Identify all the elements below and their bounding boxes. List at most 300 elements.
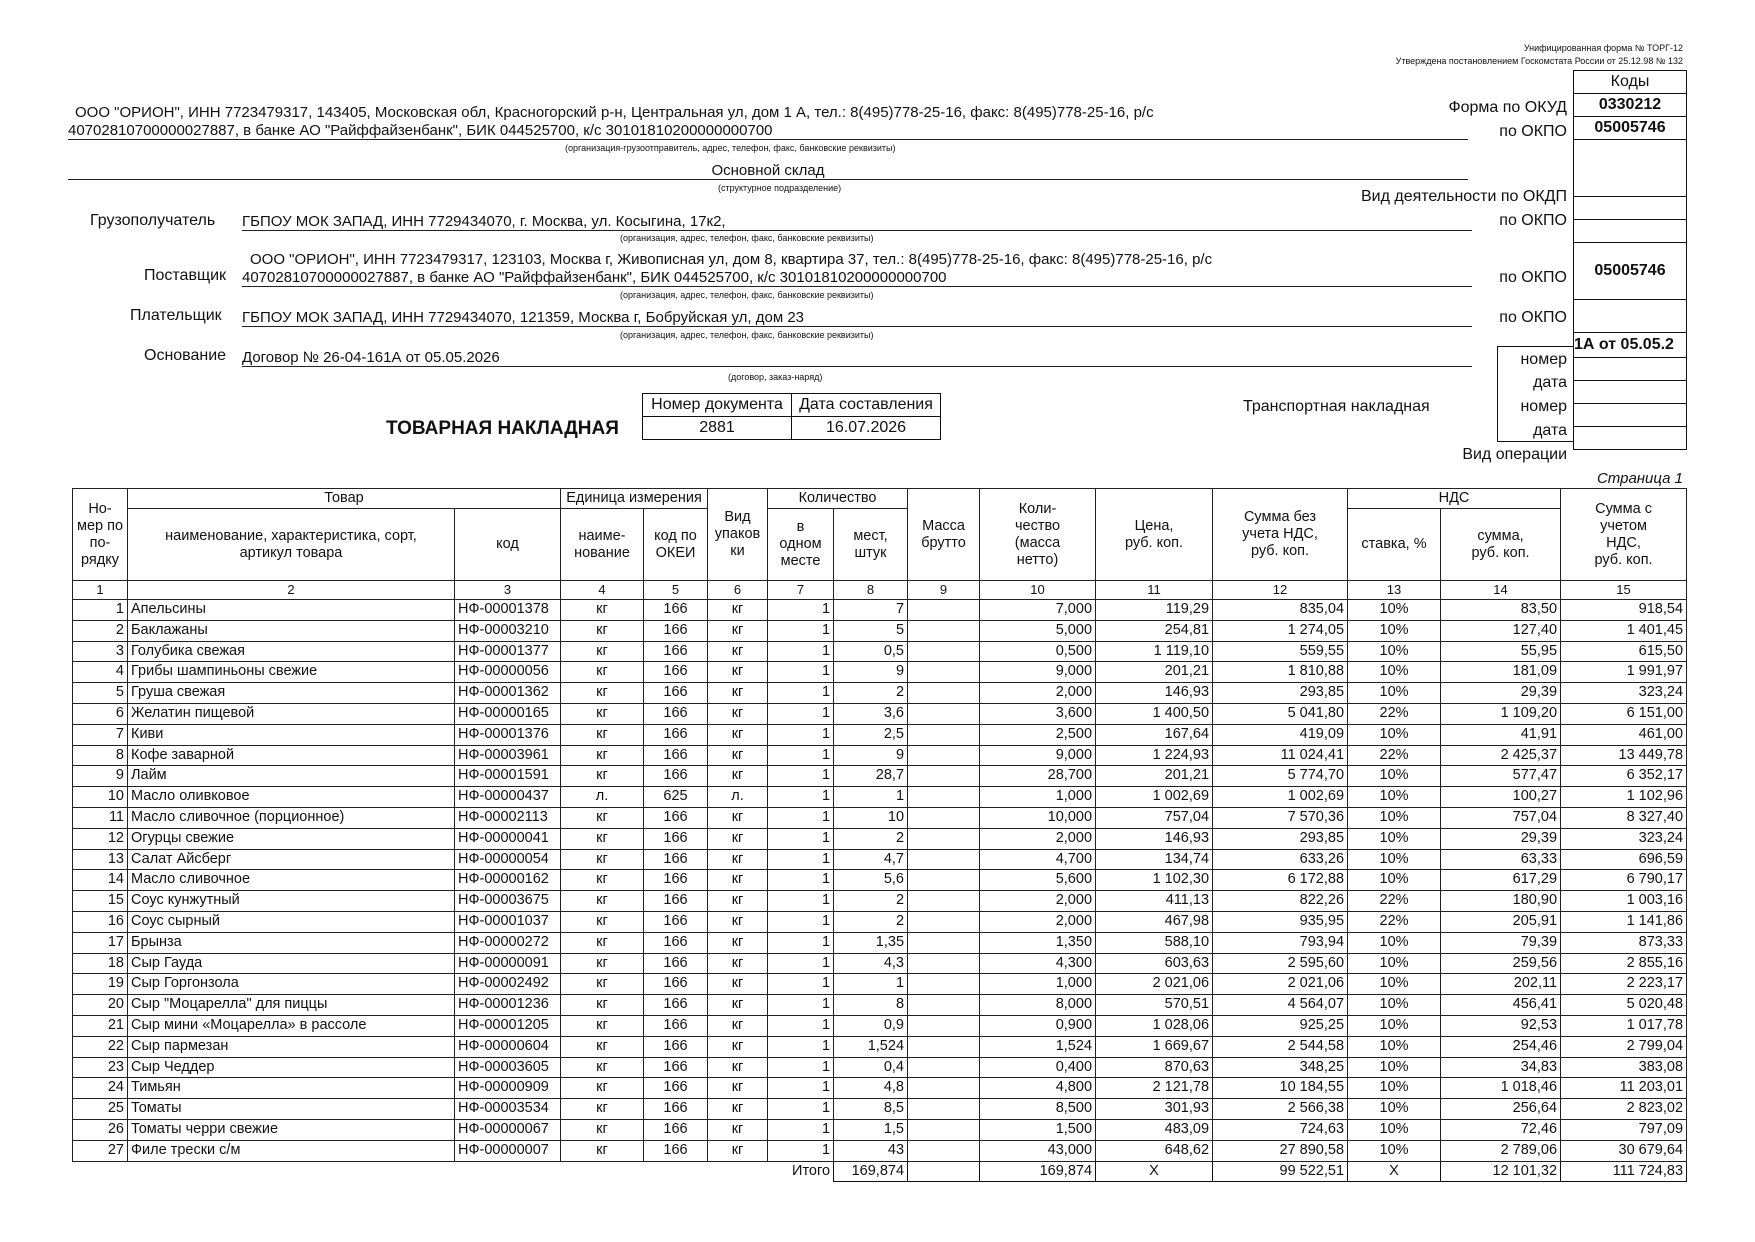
okpo-code: 05005746 [1574,117,1687,140]
transport-number-label: номер [1520,398,1567,415]
qty-in-place: 1 [768,1036,834,1057]
qty-in-place: 1 [768,953,834,974]
vat-sum: 456,41 [1441,995,1561,1016]
basis-caption: (договор, заказ-наряд) [728,372,823,382]
shipper-line2: 40702810700000027887, в банке АО "Райффайзенбанк", БИК 044525700, к/с 30101810200000000700 [68,122,1468,140]
price: 146,93 [1096,683,1213,704]
product-code: НФ-00002492 [455,974,561,995]
product-name: Сыр "Моцарелла" для пиццы [128,995,455,1016]
row-number: 17 [73,932,128,953]
unit-name: кг [561,724,644,745]
sum-with-vat: 6 790,17 [1561,870,1687,891]
vat-sum: 34,83 [1441,1057,1561,1078]
row-number: 22 [73,1036,128,1057]
gross-mass [908,1119,980,1140]
okpo-label: по ОКПО [1499,123,1567,140]
column-number: 14 [1441,581,1561,600]
pack-type: кг [708,620,768,641]
pack-type: кг [708,641,768,662]
document-date-label: Дата составления [792,394,941,417]
qty-in-place: 1 [768,870,834,891]
table-row [73,766,1687,787]
pack-type: кг [708,703,768,724]
pack-type: кг [708,995,768,1016]
qty-places: 8,5 [834,1099,908,1120]
column-number: 6 [708,581,768,600]
row-number: 24 [73,1078,128,1099]
sum-with-vat: 1 141,86 [1561,911,1687,932]
row-number: 5 [73,683,128,704]
qty-places: 4,8 [834,1078,908,1099]
unit-name: кг [561,683,644,704]
product-code: НФ-00000067 [455,1119,561,1140]
gross-mass [908,600,980,621]
vat-rate: 22% [1348,703,1441,724]
qty-places: 8 [834,995,908,1016]
qty-in-place: 1 [768,1140,834,1161]
product-name: Брынза [128,932,455,953]
net-qty: 10,000 [980,807,1096,828]
totals-label: Итого [792,1162,831,1179]
header-qty-places: мест, штук [834,509,908,581]
price: 483,09 [1096,1119,1213,1140]
sum-no-vat: 27 890,58 [1213,1140,1348,1161]
qty-places: 0,9 [834,1015,908,1036]
net-qty: 3,600 [980,703,1096,724]
unit-name: кг [561,662,644,683]
vat-rate: 10% [1348,1099,1441,1120]
net-qty: 4,300 [980,953,1096,974]
document-number-label: Номер документа [643,394,792,417]
column-number: 5 [644,581,708,600]
product-code: НФ-00003534 [455,1099,561,1120]
qty-places: 5 [834,620,908,641]
sum-with-vat: 1 003,16 [1561,891,1687,912]
row-number: 20 [73,995,128,1016]
header-unit: Единица измерения [561,489,708,509]
qty-in-place: 1 [768,662,834,683]
column-number: 15 [1561,581,1687,600]
table-row [73,974,1687,995]
net-qty: 2,000 [980,891,1096,912]
page-label: Страница 1 [1596,470,1683,487]
header-price: Цена, руб. коп. [1096,489,1213,581]
vat-sum: 63,33 [1441,849,1561,870]
price: 119,29 [1096,600,1213,621]
row-number: 6 [73,703,128,724]
product-code: НФ-00000272 [455,932,561,953]
unit-name: кг [561,911,644,932]
product-code: НФ-00003675 [455,891,561,912]
sum-with-vat: 696,59 [1561,849,1687,870]
unit-okei: 166 [644,1078,708,1099]
gross-mass [908,995,980,1016]
gross-mass [908,662,980,683]
division-caption: (структурное подразделение) [718,183,842,193]
sum-no-vat: 633,26 [1213,849,1348,870]
pack-type: кг [708,1036,768,1057]
product-name: Баклажаны [128,620,455,641]
vat-sum: 127,40 [1441,620,1561,641]
okdp-code [1574,197,1687,220]
column-number: 12 [1213,581,1348,600]
net-qty: 8,000 [980,995,1096,1016]
supplier-caption: (организация, адрес, телефон, факс, банковские реквизиты) [620,290,874,300]
vat-sum: 29,39 [1441,828,1561,849]
gross-mass [908,787,980,808]
totals-places: 169,874 [834,1161,908,1182]
qty-places: 9 [834,662,908,683]
sum-with-vat: 323,24 [1561,683,1687,704]
gross-mass [908,641,980,662]
row-number: 2 [73,620,128,641]
table-row [73,1119,1687,1140]
sum-no-vat: 7 570,36 [1213,807,1348,828]
pack-type: кг [708,683,768,704]
table-row [73,995,1687,1016]
shipper-caption: (организация-грузоотправитель, адрес, телефон, факс, банковские реквизиты) [565,143,896,153]
sum-no-vat: 5 041,80 [1213,703,1348,724]
product-code: НФ-00000162 [455,870,561,891]
pack-type: кг [708,911,768,932]
gross-mass [908,974,980,995]
pack-type: л. [708,787,768,808]
gross-mass [908,766,980,787]
row-number: 7 [73,724,128,745]
vat-sum: 72,46 [1441,1119,1561,1140]
unit-name: кг [561,620,644,641]
qty-places: 0,5 [834,641,908,662]
qty-places: 2,5 [834,724,908,745]
net-qty: 8,500 [980,1099,1096,1120]
sum-no-vat: 6 172,88 [1213,870,1348,891]
price: 134,74 [1096,849,1213,870]
net-qty: 7,000 [980,600,1096,621]
sum-with-vat: 1 991,97 [1561,662,1687,683]
table-row [73,1036,1687,1057]
column-number: 13 [1348,581,1441,600]
unit-okei: 166 [644,849,708,870]
transport-number-code [1574,381,1687,404]
pack-type: кг [708,953,768,974]
table-row [73,807,1687,828]
table-row [73,828,1687,849]
qty-places: 1,5 [834,1119,908,1140]
qty-places: 4,3 [834,953,908,974]
codes-blank-1 [1574,140,1687,197]
qty-in-place: 1 [768,932,834,953]
sum-with-vat: 797,09 [1561,1119,1687,1140]
header-vat-rate: ставка, % [1348,509,1441,581]
table-row [73,870,1687,891]
gross-mass [908,953,980,974]
qty-in-place: 1 [768,745,834,766]
header-sum-no-vat: Сумма без учета НДС, руб. коп. [1213,489,1348,581]
product-name: Томаты черри свежие [128,1119,455,1140]
pack-type: кг [708,1119,768,1140]
row-number: 23 [73,1057,128,1078]
sum-with-vat: 1 102,96 [1561,787,1687,808]
row-number: 26 [73,1119,128,1140]
unit-okei: 166 [644,641,708,662]
sum-no-vat: 822,26 [1213,891,1348,912]
product-code: НФ-00001037 [455,911,561,932]
product-code: НФ-00001376 [455,724,561,745]
product-code: НФ-00000041 [455,828,561,849]
codes-title: Коды [1574,71,1687,94]
vat-sum: 83,50 [1441,600,1561,621]
pack-type: кг [708,600,768,621]
vat-sum: 577,47 [1441,766,1561,787]
form-header [1396,42,1683,68]
row-number: 10 [73,787,128,808]
header-goods-code: код [455,509,561,581]
price: 1 400,50 [1096,703,1213,724]
vat-rate: 10% [1348,932,1441,953]
product-name: Груша свежая [128,683,455,704]
sum-no-vat: 419,09 [1213,724,1348,745]
qty-places: 0,4 [834,1057,908,1078]
totals-rate: Х [1348,1161,1441,1182]
vat-rate: 22% [1348,911,1441,932]
unit-okei: 166 [644,600,708,621]
row-number: 15 [73,891,128,912]
table-row [73,891,1687,912]
sum-no-vat: 1 274,05 [1213,620,1348,641]
unit-name: кг [561,600,644,621]
product-name: Филе трески с/м [128,1140,455,1161]
net-qty: 5,000 [980,620,1096,641]
pack-type: кг [708,745,768,766]
unit-okei: 166 [644,974,708,995]
table-row [73,683,1687,704]
gross-mass [908,807,980,828]
header-qty: Количество [768,489,908,509]
row-number: 14 [73,870,128,891]
gross-mass [908,828,980,849]
vat-sum: 2 789,06 [1441,1140,1561,1161]
table-row [73,953,1687,974]
qty-places: 9 [834,745,908,766]
price: 1 224,93 [1096,745,1213,766]
unit-name: кг [561,891,644,912]
sum-with-vat: 30 679,64 [1561,1140,1687,1161]
gross-mass [908,870,980,891]
row-number: 19 [73,974,128,995]
column-number: 4 [561,581,644,600]
basis-number-code: 1А от 05.05.2 [1574,333,1687,358]
qty-in-place: 1 [768,724,834,745]
net-qty: 2,000 [980,828,1096,849]
vat-rate: 10% [1348,1078,1441,1099]
vat-rate: 10% [1348,828,1441,849]
unit-okei: 166 [644,1119,708,1140]
qty-in-place: 1 [768,891,834,912]
column-number: 7 [768,581,834,600]
column-number: 8 [834,581,908,600]
product-name: Сыр мини «Моцарелла» в рассоле [128,1015,455,1036]
sum-no-vat: 835,04 [1213,600,1348,621]
table-row [73,1099,1687,1120]
price: 167,64 [1096,724,1213,745]
document-number-table [642,393,941,440]
unit-name: кг [561,1015,644,1036]
sum-no-vat: 2 595,60 [1213,953,1348,974]
product-code: НФ-00000165 [455,703,561,724]
net-qty: 1,350 [980,932,1096,953]
net-qty: 0,400 [980,1057,1096,1078]
consignee-caption: (организация, адрес, телефон, факс, банковские реквизиты) [620,233,874,243]
gross-mass [908,1140,980,1161]
vat-sum: 202,11 [1441,974,1561,995]
price: 1 028,06 [1096,1015,1213,1036]
qty-in-place: 1 [768,641,834,662]
product-name: Сыр Горгонзола [128,974,455,995]
pack-type: кг [708,766,768,787]
okud-code: 0330212 [1574,94,1687,117]
table-row [73,641,1687,662]
totals-net: 169,874 [980,1161,1096,1182]
vat-rate: 10% [1348,1015,1441,1036]
unit-okei: 166 [644,745,708,766]
vat-rate: 10% [1348,1036,1441,1057]
product-name: Голубика свежая [128,641,455,662]
row-number: 8 [73,745,128,766]
vat-sum: 41,91 [1441,724,1561,745]
vat-rate: 10% [1348,995,1441,1016]
net-qty: 9,000 [980,662,1096,683]
price: 411,13 [1096,891,1213,912]
pack-type: кг [708,849,768,870]
sum-no-vat: 793,94 [1213,932,1348,953]
pack-type: кг [708,1057,768,1078]
gross-mass [908,1099,980,1120]
table-row [73,932,1687,953]
qty-places: 1 [834,974,908,995]
qty-in-place: 1 [768,1015,834,1036]
sum-with-vat: 2 823,02 [1561,1099,1687,1120]
pack-type: кг [708,807,768,828]
payer-caption: (организация, адрес, телефон, факс, банковские реквизиты) [620,330,874,340]
product-name: Сыр Гауда [128,953,455,974]
unit-name: кг [561,1140,644,1161]
column-number: 2 [128,581,455,600]
unit-okei: 166 [644,724,708,745]
sum-with-vat: 11 203,01 [1561,1078,1687,1099]
totals-gross [908,1161,980,1182]
product-code: НФ-00001378 [455,600,561,621]
unit-name: кг [561,766,644,787]
price: 757,04 [1096,807,1213,828]
header-unit-name: наиме- нование [561,509,644,581]
unit-name: кг [561,1119,644,1140]
net-qty: 2,000 [980,911,1096,932]
unit-okei: 166 [644,1099,708,1120]
price: 2 121,78 [1096,1078,1213,1099]
product-name: Салат Айсберг [128,849,455,870]
unit-name: кг [561,807,644,828]
product-code: НФ-00000054 [455,849,561,870]
sum-with-vat: 615,50 [1561,641,1687,662]
price: 201,21 [1096,766,1213,787]
unit-okei: 166 [644,683,708,704]
product-name: Томаты [128,1099,455,1120]
supplier-line1: ООО "ОРИОН", ИНН 7723479317, 123103, Москва г, Живописная ул, дом 8, квартира 37, тел.: 8(495)778-25-16, факс: 8(495)778-25-16, р/с [250,251,1213,268]
sum-no-vat: 935,95 [1213,911,1348,932]
basis-number-label: номер [1520,351,1567,368]
net-qty: 1,000 [980,974,1096,995]
unit-okei: 166 [644,620,708,641]
unit-okei: 625 [644,787,708,808]
qty-places: 43 [834,1140,908,1161]
pack-type: кг [708,1099,768,1120]
sum-with-vat: 8 327,40 [1561,807,1687,828]
column-number: 1 [73,581,128,600]
sum-no-vat: 10 184,55 [1213,1078,1348,1099]
row-number: 27 [73,1140,128,1161]
unit-name: кг [561,703,644,724]
pack-type: кг [708,870,768,891]
vat-sum: 256,64 [1441,1099,1561,1120]
table-row [73,703,1687,724]
transport-date-label: дата [1533,422,1567,439]
product-code: НФ-00001236 [455,995,561,1016]
okud-label: Форма по ОКУД [1448,99,1567,116]
qty-in-place: 1 [768,974,834,995]
form-header-line2: Утверждена постановлением Госкомстата России от 25.12.98 № 132 [1395,56,1683,66]
price: 1 002,69 [1096,787,1213,808]
net-qty: 4,700 [980,849,1096,870]
gross-mass [908,891,980,912]
qty-places: 2 [834,891,908,912]
qty-in-place: 1 [768,600,834,621]
totals-sum: 99 522,51 [1213,1161,1348,1182]
sum-with-vat: 383,08 [1561,1057,1687,1078]
okpo2-label: по ОКПО [1499,212,1567,229]
unit-name: кг [561,1078,644,1099]
gross-mass [908,849,980,870]
sum-with-vat: 1 401,45 [1561,620,1687,641]
vat-sum: 254,46 [1441,1036,1561,1057]
qty-places: 2 [834,911,908,932]
qty-in-place: 1 [768,1119,834,1140]
net-qty: 0,900 [980,1015,1096,1036]
row-number: 13 [73,849,128,870]
qty-in-place: 1 [768,1078,834,1099]
product-name: Лайм [128,766,455,787]
vat-rate: 22% [1348,745,1441,766]
operation-code [1574,427,1687,450]
net-qty: 43,000 [980,1140,1096,1161]
qty-in-place: 1 [768,995,834,1016]
pack-type: кг [708,974,768,995]
product-name: Огурцы свежие [128,828,455,849]
table-row [73,1057,1687,1078]
column-number: 11 [1096,581,1213,600]
table-row [73,724,1687,745]
supplier-label: Поставщик [144,267,227,284]
pack-type: кг [708,932,768,953]
qty-places: 2 [834,683,908,704]
shipper-line1: ООО "ОРИОН", ИНН 7723479317, 143405, Московская обл, Красногорский р-н, Центральная ул, дом 1 А, тел.: 8(495)778-25-16, факс: 8(495)778-25-16, р/с [75,104,1154,121]
header-unit-okei: код по ОКЕИ [644,509,708,581]
row-number: 21 [73,1015,128,1036]
vat-sum: 181,09 [1441,662,1561,683]
sum-no-vat: 1 002,69 [1213,787,1348,808]
qty-in-place: 1 [768,807,834,828]
row-number: 11 [73,807,128,828]
sum-with-vat: 2 855,16 [1561,953,1687,974]
